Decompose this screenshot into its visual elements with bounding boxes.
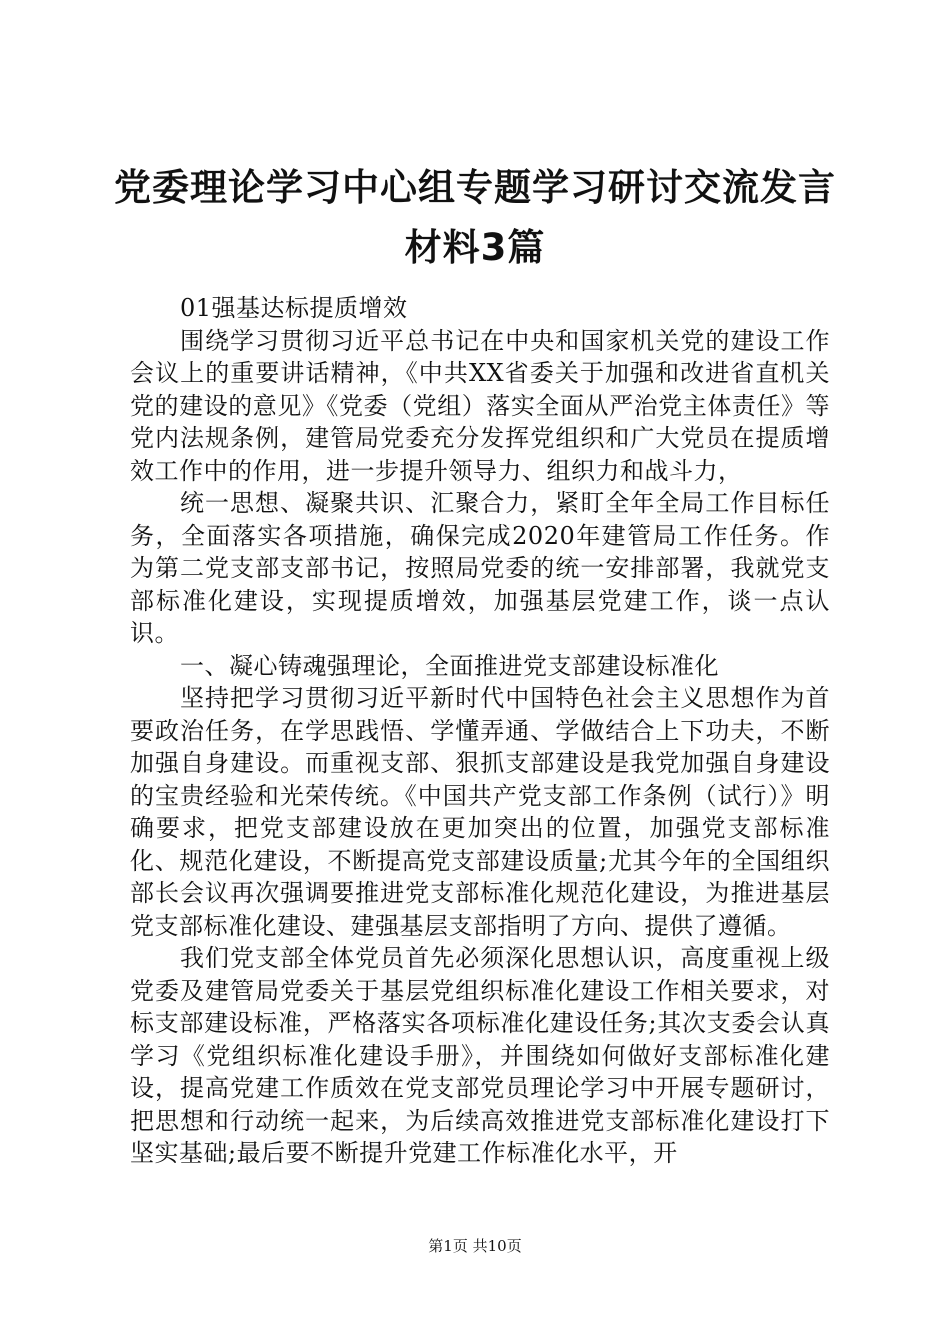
page-number-footer: 第1页 共10页 bbox=[428, 1237, 522, 1255]
body-paragraph: 我们党支部全体党员首先必须深化思想认识，高度重视上级党委及建管局党委关于基层党组织标准化建设工作相关要求，对标支部建设标准，严格落实各项标准化建设任务;其次支委会认真学习《党组织标准化建设手册》，并围绕如何做好支部标准化建设，提高党建工作质效在党支部党员理论学习中开展专题研讨，把思想和行动统一起来，为后续高效推进党支部标准化建设打下坚实基础;最后要不断提升党建工作标准化水平，开 bbox=[130, 944, 830, 1167]
body-paragraph: 坚持把学习贯彻习近平新时代中国特色社会主义思想作为首要政治任务，在学思践悟、学懂弄通、学做结合上下功夫，不断加强自身建设。而重视支部、狠抓支部建设是我党加强自身建设的宝贵经验和光荣传统。《中国共产党支部工作条例（试行）》明确要求，把党支部建设放在更加突出的位置，加强党支部标准化、规范化建设，不断提高党支部建设质量;尤其今年的全国组织部长会议再次强调要推进党支部标准化规范化建设，为推进基层党支部标准化建设、建强基层支部指明了方向、提供了遵循。 bbox=[130, 684, 830, 940]
body-paragraph: 围绕学习贯彻习近平总书记在中央和国家机关党的建设工作会议上的重要讲话精神，《中共XX省委关于加强和改进省直机关党的建设的意见》《党委（党组）落实全面从严治党主体责任》等党内法规条例，建管局党委充分发挥党组织和广大党员在提质增效工作中的作用，进一步提升领导力、组织力和战斗力， bbox=[130, 326, 830, 485]
document-body bbox=[130, 292, 830, 1170]
document-title: 党委理论学习中心组专题学习研讨交流发言材料3篇 bbox=[114, 166, 836, 269]
section-heading-01: 01强基达标提质增效 bbox=[180, 294, 408, 322]
body-paragraph: 统一思想、凝聚共识、汇聚合力，紧盯全年全局工作目标任务，全面落实各项措施，确保完成2020年建管局工作任务。作为第二党支部支部书记，按照局党委的统一安排部署，我就党支部标准化建设，实现提质增效，加强基层党建工作，谈一点认识。 bbox=[130, 489, 830, 647]
section-heading-1: 一、凝心铸魂强理论，全面推进党支部建设标准化 bbox=[180, 651, 719, 680]
